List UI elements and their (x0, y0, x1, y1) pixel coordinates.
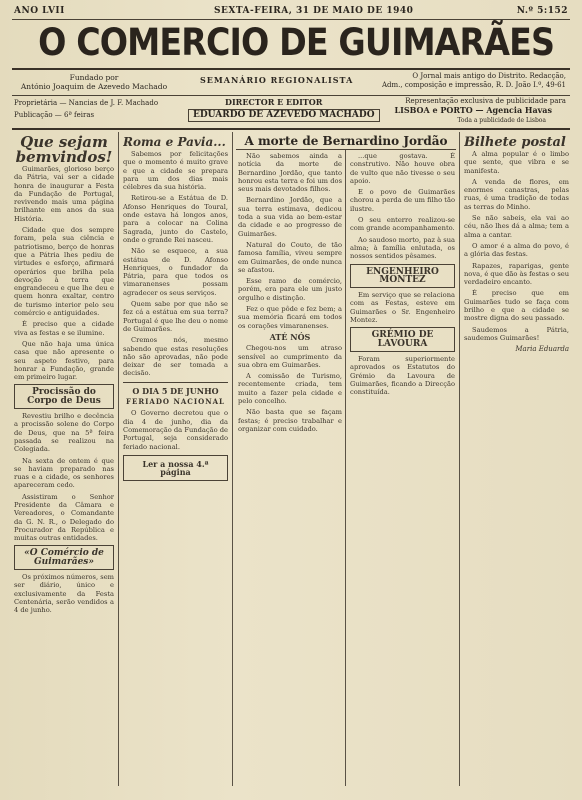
paragraph: Foram superiormente aprovados os Estatutos do Grémio da Lavoura de Guimarães, ficando a Direcção constituída. (350, 354, 455, 397)
article-heading-roma: Roma e Pavia... (123, 135, 226, 149)
column-1 (14, 135, 114, 785)
owner-line: Proprietária — Nancias de J. F. Machado (14, 99, 159, 107)
tagline: SEMANÁRIO REGIONALISTA (200, 75, 354, 85)
column-5 (464, 135, 569, 785)
representation-note: Toda a publicidade de Lisboa (457, 117, 546, 124)
page-reference-notice: Ler a nossa 4.ª página (123, 455, 228, 482)
representation-cities: LISBOA e PORTO — Agencia Havas (394, 105, 552, 115)
paragraph: Quem sabe por que não se fez cá a estátua em sua terra? Portugal é que lhe deu o nome de Guimarães. (123, 300, 228, 333)
notice-heading: «O Comércio de Guimarães» (14, 545, 114, 570)
paragraph: Saudemos a Pátria, saudemos Guimarães! (464, 325, 569, 342)
paragraph: Bernardino Jordão, que a sua terra estimava, dedicou toda a sua vida ao bem-estar da cidade e ao progresso de Guimarães. (238, 196, 342, 238)
holiday-date: O DIA 5 DE JUNHO (132, 385, 219, 396)
paragraph: Os próximos números, sem ser diário, único e exclusivamente da Festa Centenária, serão vendidos a 4 de junho. (14, 573, 114, 615)
section-subheading: ATÉ NÓS (269, 331, 311, 342)
paragraph: Revestiu brilho e decência a procissão solene do Corpo de Deus, que na 5ª feira passada se realizou na Colegiada. (14, 412, 114, 454)
director-label: DIRECTOR E EDITOR (225, 97, 323, 107)
paragraph: A comissão de Turismo, recentemente criada, tem muito a fazer pela cidade e pelo concelho. (238, 372, 342, 406)
paragraph: E o povo de Guimarães chorou a perda de um filho tão ilustre. (350, 188, 455, 213)
paragraph: Se não sabeis, ela vai ao céu, não lhes dá a alma; tem a alma a cantar. (464, 214, 569, 239)
column-3 (238, 152, 342, 784)
dateline (14, 6, 568, 20)
paragraph: Não sabemos ainda a notícia da morte de Bernardino Jordão, que tanto honrou esta terra e foi um dos seus mais devotados filhos. (238, 152, 342, 194)
paragraph: Em serviço que se relaciona com as Festas, esteve em Guimarães o Sr. Engenheiro Montez. (350, 291, 455, 325)
issue-date: SEXTA-FEIRA, 31 DE MAIO DE 1940 (214, 6, 414, 16)
paragraph: O Governo decretou que o dia 4 de junho, dia da Comemoração da Fundação de Portugal, seja considerado feriado nacional. (123, 409, 228, 451)
paragraph: Na sexta de ontem é que se haviam preparado nas ruas e a cidade, os senhores apareceram cedo. (14, 456, 114, 490)
article-heading-welcome: Que sejam bemvindos! (15, 135, 113, 166)
oldest-notice: O Jornal mais antigo do Distrito. Redacção, (412, 72, 566, 80)
paragraph: Retirou-se a Estátua de D. Afonso Henriques do Toural, onde estava há longos anos, para a colocar na Colina Sagrada, junto do Castelo, onde o grande Rei nasceu. (123, 194, 228, 244)
paragraph: Que não haja uma única casa que não apresente o seu aspeto festivo, para honrar a Fundação, grande em primeiro lugar. (14, 339, 114, 382)
paragraph: A venda de flores, em enormes canastras, pelas ruas, é uma tradição de todas as terras do Minho. (464, 177, 569, 211)
paragraph: Não se esquece, a sua estátua de D. Afonso Henriques, o fundador da Pátria, para que todos os vimaranenses possam agradecer os seus serviços. (123, 247, 228, 297)
paragraph: Rapazes, raparigas, gente nova, é que dão às festas o seu verdadeiro encanto. (464, 261, 569, 287)
representation-line: Representação exclusiva de publicidade para (405, 97, 566, 105)
paragraph: Chegou-nos um atraso sensível ao cumprimento da sua obra em Guimarães. (238, 344, 342, 369)
paragraph: O seu enterro realizou-se com grande acompanhamento. (350, 216, 455, 233)
paragraph: Sabemos por felicitações que o momento é muito grave e que a cidade se prepara para um dos dias mais célebres da sua história. (123, 150, 228, 192)
founder-name: António Joaquim de Azevedo Machado (20, 82, 168, 91)
director-name: EDUARDO DE AZEVEDO MACHADO (188, 109, 380, 122)
newspaper-title: O COMERCIO DE GUIMARÃES (38, 21, 555, 64)
year-label: ANO LVII (14, 6, 65, 16)
paragraph: Cremos nós, mesmo sabendo que estas resoluções não são aprovadas, não pode deixar de ser tomada a decisão. (123, 336, 228, 378)
column-2 (123, 135, 228, 785)
paragraph: É preciso que a cidade viva as festas e se ilumine. (14, 320, 114, 337)
paragraph: Assistiram o Senhor Presidente da Câmara e Vereadores, o Comandante da G. N. R., o Delegado do Procurador da República e muitas outras entidades. (14, 492, 114, 543)
article-heading-jordao: A morte de Bernardino Jordão (236, 133, 456, 150)
paragraph: ...que gostava. É construtivo. Não houve obra de vulto que não tivesse o seu apoio. (350, 152, 455, 185)
paragraph: O amor é a alma do povo, é a glória das festas. (464, 241, 569, 259)
publication-line: Publicação — 6ª feiras (14, 111, 95, 119)
column-4 (350, 152, 455, 784)
article-heading-montez: ENGENHEIRO MONTEZ (350, 264, 455, 289)
issue-number: N.º 5:152 (516, 6, 568, 16)
article-heading-gremio: GRÉMIO DE LAVOURA (350, 327, 455, 352)
paragraph: É preciso que em Guimarães tudo se faça com brilho e que a cidade se mostre digna do seu passado. (464, 289, 569, 323)
paragraph: Esse ramo de comércio, porém, era para ele um justo orgulho e distinção. (238, 277, 342, 302)
paragraph: A alma popular é o limbo que sente, que vibra e se manifesta. (464, 150, 569, 175)
article-heading-postcard: Bilhete postal (464, 135, 566, 150)
admin-address: Adm., composição e impressão, R. D. João I.º, 49-61 (382, 81, 566, 89)
paragraph: Fez o que pôde e fez bem; a sua memória ficará em todos os corações vimaranenses. (238, 305, 342, 330)
paragraph: Não basta que se façam festas; é preciso trabalhar e organizar com cuidado. (238, 408, 342, 433)
paragraph: Natural do Couto, de tão famosa família, viveu sempre em Guimarães, de onde nunca se afastou. (238, 240, 342, 274)
article-heading-procession: Procissão do Corpo de Deus (14, 384, 114, 409)
paragraph: Cidade que dos sempre foram, pela sua ciência e patriotismo, berço de honras que a Pátria lhes pediu de virtudes e esforço, afirmará operários que brilha pela devoção à terra que engrandeceu e que lhe deu e quem honra exaltar, centro de turismo interior pelo seu comércio e antiguidades. (14, 226, 114, 318)
paragraph: Guimarães, glorioso berço da Pátria, vai ser a cidade honra de inaugurar a Festa da Fundação de Portugal, revivendo mais uma página brilhante em anos da sua História. (14, 165, 114, 223)
holiday-subheading: FERIADO NACIONAL (126, 397, 225, 407)
signature: Maria Eduarda (515, 345, 569, 354)
founded-label: Fundado por (69, 73, 119, 82)
paragraph: Ao saudoso morto, paz à sua alma; à família enlutada, os nossos sentidos pêsames. (350, 235, 455, 261)
